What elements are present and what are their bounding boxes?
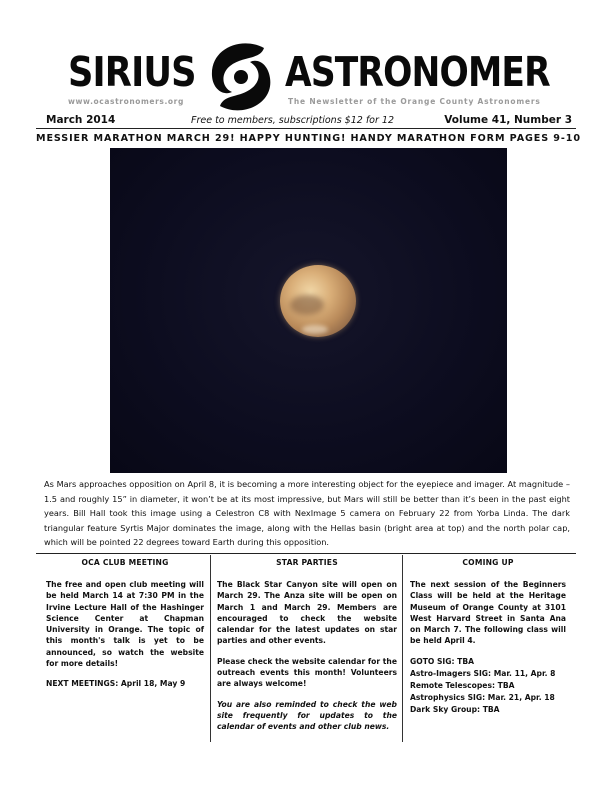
issue-volume: Volume 41, Number 3 bbox=[444, 114, 572, 126]
sig-item: GOTO SIG: TBA bbox=[410, 656, 475, 666]
masthead-website: www.ocastronomers.org bbox=[68, 97, 184, 106]
masthead-tagline: The Newsletter of the Orange County Astronomers bbox=[288, 97, 541, 106]
column-divider-2 bbox=[402, 555, 403, 742]
mars-planet-image bbox=[280, 265, 356, 337]
reminder-text: You are also reminded to check the web site frequently for updates to the calendar of events and other club news. bbox=[217, 699, 397, 732]
beginners-class-text: The next session of the Beginners Class will be held at the Heritage Museum of Orange County at 3101 West Harvard Street in Santa Ana on March 7. The following class will be held April 4. bbox=[410, 580, 566, 646]
sig-item: Remote Telescopes: TBA bbox=[410, 680, 515, 690]
club-meeting-column bbox=[46, 558, 204, 699]
divider-columns bbox=[36, 553, 576, 554]
outreach-text: Please check the website calendar for the outreach events this month! Volunteers are always welcome! bbox=[217, 656, 397, 689]
sig-item: Dark Sky Group: TBA bbox=[410, 704, 500, 714]
masthead-title-left: SIRIUS bbox=[68, 48, 196, 96]
star-parties-text: The Black Star Canyon site will open on March 29. The Anza site will be open on March 1 and March 29. Members are encouraged to check the website calendar for the latest updates on star parties and other events. bbox=[217, 580, 397, 646]
star-parties-column bbox=[217, 558, 397, 742]
sig-item: Astro-Imagers SIG: Mar. 11, Apr. 8 bbox=[410, 668, 556, 678]
coming-up-heading: COMING UP bbox=[462, 558, 514, 567]
issue-price: Free to members, subscriptions $12 for 12 bbox=[191, 115, 394, 126]
mars-photo bbox=[110, 148, 507, 473]
mars-polar-cap bbox=[302, 325, 328, 334]
masthead-title-right: ASTRONOMER bbox=[285, 48, 550, 96]
next-meetings-text: NEXT MEETINGS: April 18, May 9 bbox=[46, 679, 186, 689]
mars-dark-feature bbox=[290, 295, 324, 315]
club-meeting-text: The free and open club meeting will be held March 14 at 7:30 PM in the Irvine Lecture Hall of the Hashinger Science Center at Chapman University in Orange. The topic of this month's talk is yet to be announced, so watch the website for more details! bbox=[46, 580, 204, 669]
sig-item: Astrophysics SIG: Mar. 21, Apr. 18 bbox=[410, 692, 555, 702]
swirl-logo-icon bbox=[202, 38, 280, 116]
coming-up-column bbox=[410, 558, 566, 716]
issue-info-row bbox=[36, 112, 576, 128]
star-parties-heading: STAR PARTIES bbox=[276, 558, 338, 567]
divider-top bbox=[36, 128, 576, 129]
photo-caption: As Mars approaches opposition on April 8, it is becoming a more interesting object for the eyepiece and imager. At magnitude –1.5 and roughly 15” in diameter, it won’t be at its most impressive, but Mars will still be better than it’s been in the past eight years. Bill Hall took this image using a Celestron C8 with NexImage 5 camera on February 22 from Yorba Linda. The dark triangular feature Syrtis Major dominates the image, along with the Hellas basin (bright area at top) and the north polar cap, which will be pointed 22 degrees toward Earth during this opposition. bbox=[44, 479, 570, 548]
club-meeting-heading: OCA CLUB MEETING bbox=[81, 558, 169, 567]
headline: MESSIER MARATHON MARCH 29! HAPPY HUNTING! HANDY MARATHON FORM PAGES 9-10 bbox=[36, 133, 581, 144]
issue-date: March 2014 bbox=[46, 114, 116, 126]
column-divider-1 bbox=[210, 555, 211, 742]
